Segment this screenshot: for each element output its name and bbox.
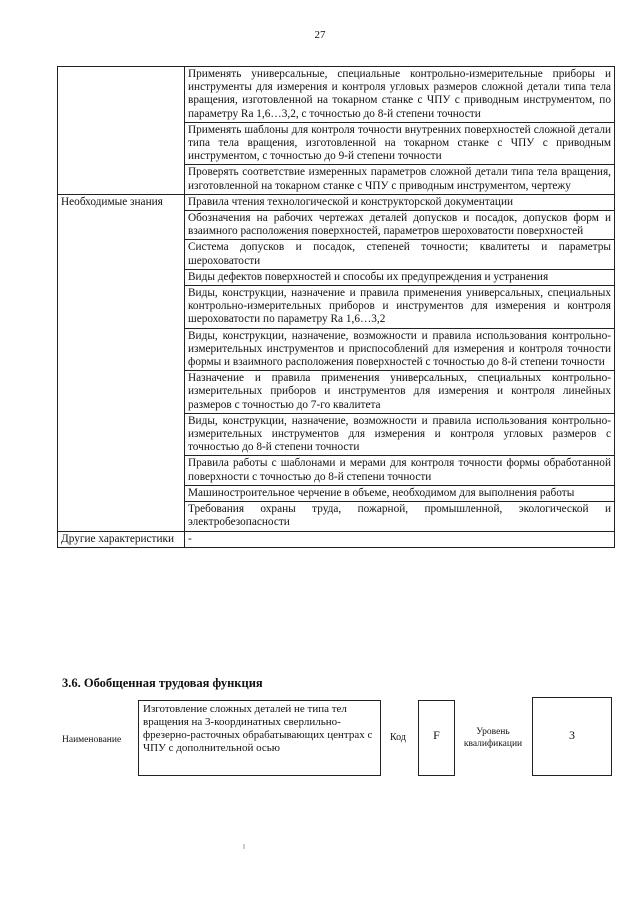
table-cell: Требования охраны труда, пожарной, промышленной, экологической и электробезопасности	[185, 502, 615, 531]
table-row	[58, 194, 615, 210]
table-cell: Проверять соответствие измеренных параметров сложной детали типа тела вращения, изготовленной на токарном станке с ЧПУ с приводным инструментом, чертежу	[185, 165, 615, 194]
table-cell: Правила чтения технологической и конструкторской документации	[185, 194, 615, 210]
name-label: Наименование	[62, 735, 122, 745]
code-label: Код	[390, 732, 406, 743]
table-cell: Правила работы с шаблонами и мерами для контроля точности формы обработанной поверхности с точностью до 8-й степени точности	[185, 456, 615, 485]
table-cell: Система допусков и посадок, степеней точности; квалитеты и параметры шероховатости	[185, 240, 615, 269]
level-box: 3	[532, 697, 612, 776]
table-cell: Назначение и правила применения универсальных, специальных контрольно-измерительных приборов и инструментов для измерения и контроля линейных размеров с точностью до 7-го квалитета	[185, 371, 615, 414]
table-cell: Виды дефектов поверхностей и способы их предупреждения и устранения	[185, 269, 615, 285]
row-label-other: Другие характеристики	[58, 531, 185, 547]
table-row	[58, 531, 615, 547]
row-label-knowledge: Необходимые знания	[58, 194, 185, 531]
section-title: 3.6. Обобщенная трудовая функция	[62, 676, 263, 690]
table-cell: Виды, конструкции, назначение, возможности и правила использования контрольно-измерительных инструментов для измерения и контроля угловых размеров с точностью до 8-й степени точности	[185, 413, 615, 456]
page-number: 27	[314, 29, 326, 41]
table-cell: Виды, конструкции, назначение, возможности и правила использования контрольно-измерительных инструментов и приспособлений для измерения и контроля точности формы и взаимного расположения поверхностей с точностью до 8-й степени точности	[185, 328, 615, 371]
requirements-table	[57, 66, 615, 548]
table-cell: Виды, конструкции, назначение и правила применения универсальных, специальных контрольно-измерительных приборов и инструментов для измерения и контроля шероховатости по параметру Ra 1,6…3,2	[185, 286, 615, 329]
level-label: Уровень квалификации	[463, 727, 523, 749]
table-cell: Применять шаблоны для контроля точности внутренних поверхностей сложной детали типа тела вращения, изготовленной на токарном станке с ЧПУ с приводным инструментом, с точностью до 9-й степени точности	[185, 122, 615, 165]
table-cell: -	[185, 531, 615, 547]
table-cell: Обозначения на рабочих чертежах деталей допусков и посадок, допусков форм и взаимного расположения поверхностей, параметров шероховатости поверхностей	[185, 211, 615, 240]
code-box: F	[418, 700, 455, 776]
function-name-box: Изготовление сложных деталей не типа тел вращения на 3-координатных сверлильно-фрезерно-расточных обрабатывающих центрах с ЧПУ с дополнительной осью	[138, 700, 381, 776]
row-label	[58, 67, 185, 195]
table-row	[58, 67, 615, 123]
table-cell: Машиностроительное черчение в объеме, необходимом для выполнения работы	[185, 485, 615, 501]
table-cell: Применять универсальные, специальные контрольно-измерительные приборы и инструменты для измерения и контроля угловых размеров сложной детали типа тела вращения, изготовленной на токарном станке с ЧПУ с приводным инструментом, по параметру Ra 1,6…3,2, с точностью до 8-й степени точности	[185, 67, 615, 123]
